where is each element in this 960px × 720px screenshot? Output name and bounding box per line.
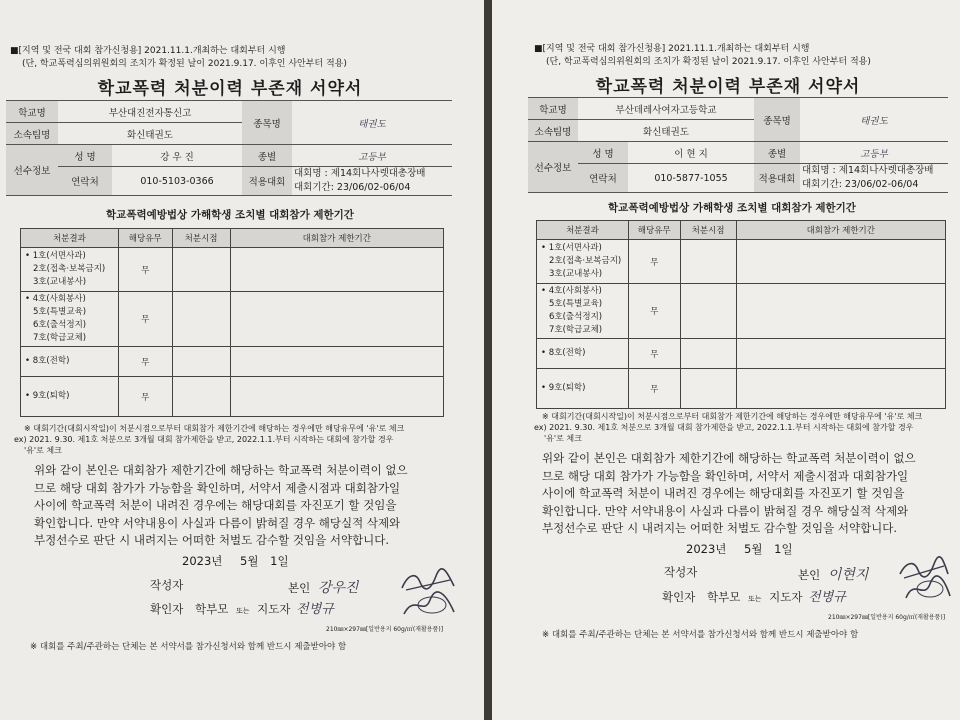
- pledge-form-right: [492, 0, 960, 720]
- contact-label: 연락처: [58, 167, 112, 196]
- disposition-item: • 9호(퇴학): [25, 391, 70, 401]
- writer-label: 작성자: [150, 578, 184, 592]
- competition-value: [292, 167, 452, 196]
- team-value: 화신태권도: [578, 120, 754, 142]
- date-year: 2023년: [182, 554, 223, 568]
- category-label: 종별: [242, 145, 292, 167]
- applicable-value: 무: [118, 347, 172, 377]
- event-label: 종목명: [754, 98, 800, 142]
- restriction-period-cell: [230, 292, 443, 347]
- restriction-period-cell: [230, 248, 443, 292]
- pledge-line: 위와 같이 본인은 대회참가 제한기간에 해당하는 학교폭력 처분이력이 없으: [34, 463, 408, 477]
- or-label: 또는: [235, 607, 250, 615]
- pledge-line: 사이에 학교폭력 처분이 내려진 경우에는 해당대회를 자진포기 할 것임을: [34, 498, 397, 512]
- team-label: 소속팀명: [528, 120, 578, 142]
- pledge-line: 부정선수로 판단 시 내려지는 어떠한 처벌도 감수할 것임을 서약합니다.: [542, 521, 898, 535]
- self-signature: 강우진: [317, 580, 359, 596]
- coach-label: 지도자: [769, 590, 803, 604]
- col-applicable: 해당유무: [628, 221, 680, 240]
- pledge-line: 위와 같이 본인은 대회참가 제한기간에 해당하는 학교폭력 처분이력이 없으: [542, 451, 916, 465]
- applicable-value: 무: [118, 248, 172, 292]
- athlete-label: 선수정보: [528, 142, 578, 193]
- footnote-example: ex) 2021. 9.30. 제1호 처분으로 3개월 대회 참가제한을 받고, 2022.1.1.부터 시작하는 대회에 참가할 경우: [14, 435, 394, 444]
- category-label: 종별: [754, 142, 800, 164]
- parent-label: 학부모: [706, 590, 741, 604]
- disposition-item: 6호(출석정지): [549, 312, 603, 322]
- applicable-value: 무: [628, 339, 680, 369]
- competition-name: 대회명 : 제14회나사렛대총장배: [802, 165, 934, 176]
- name-value: 강 우 진: [112, 145, 242, 167]
- disposition-date-cell: [172, 377, 230, 417]
- disposition-group-4: [21, 377, 119, 417]
- team-value: 화신태권도: [58, 123, 242, 145]
- disposition-item: • 4호(사회봉사): [541, 286, 602, 296]
- restriction-period-cell: [230, 377, 443, 417]
- pledge-line: 확인합니다. 만약 서약내용이 사실과 다름이 밝혀질 경우 해당실적 삭제와: [34, 515, 401, 530]
- coach-label: 지도자: [257, 602, 291, 616]
- pledge-line: 확인합니다. 만약 서약내용이 사실과 다름이 밝혀질 경우 해당실적 삭제와: [542, 503, 909, 518]
- competition-period: 대회기간: 23/06/02-06/04: [802, 179, 919, 190]
- restriction-period-cell: [736, 284, 945, 339]
- disposition-group-2: [537, 284, 629, 339]
- restriction-period-cell: [736, 339, 945, 369]
- school-label: 학교명: [6, 101, 58, 123]
- pledge-line: 부정선수로 판단 시 내려지는 어떠한 처벌도 감수할 것임을 서약합니다.: [34, 533, 390, 547]
- school-value: 부산대진전자통신고: [58, 101, 242, 123]
- form-note-scope: (단, 학교폭력심의위원회의 조치가 확정된 날이 2021.9.17. 이후인 사안부터 적용): [546, 57, 871, 67]
- disposition-group-1: [21, 248, 119, 292]
- col-restriction-period: 대회참가 제한기간: [736, 221, 945, 240]
- competition-name: 대회명 : 제14회나사렛대총장배: [294, 168, 426, 179]
- form-title: 학교폭력 처분이력 부존재 서약서: [595, 77, 861, 97]
- footnote-rule: ※ 대회기간(대회시작일)이 처분시점으로부터 대회참가 제한기간에 해당하는 경우에만 해당유무에 '유'로 체크: [542, 412, 923, 421]
- disposition-item: 3호(교내봉사): [33, 277, 87, 287]
- footnote-rule: ※ 대회기간(대회시작일)이 처분시점으로부터 대회참가 제한기간에 해당하는 경우에만 해당유무에 '유'로 체크: [24, 424, 405, 433]
- footer-note: ※ 대회를 주최/주관하는 단체는 본 서약서를 참가신청서와 함께 반드시 제출받아야 함: [542, 630, 859, 640]
- disposition-date-cell: [680, 339, 736, 369]
- competition-period: 대회기간: 23/06/02-06/04: [294, 182, 411, 193]
- disposition-table: [20, 228, 444, 417]
- self-label: 본인: [798, 568, 821, 582]
- disposition-item: 6호(출석정지): [33, 320, 87, 330]
- coach-seal-signature: [902, 574, 954, 604]
- disposition-date-cell: [172, 292, 230, 347]
- athlete-label: 선수정보: [6, 145, 58, 196]
- applicable-value: 무: [628, 284, 680, 339]
- paper-spec: 210㎜×297㎜[일반용지 60g/㎡(재활용품)]: [326, 626, 444, 633]
- disposition-date-cell: [680, 284, 736, 339]
- disposition-table: [536, 220, 946, 409]
- applicant-info-table: [528, 97, 948, 193]
- coach-signature: 전병규: [296, 602, 334, 617]
- disposition-item: 5호(특별교육): [549, 299, 603, 309]
- coach-signature: 전병규: [808, 590, 846, 605]
- form-title: 학교폭력 처분이력 부존재 서약서: [97, 79, 363, 99]
- disposition-item: • 8호(전학): [541, 348, 586, 358]
- competition-label: 적용대회: [242, 167, 292, 196]
- name-label: 성 명: [578, 142, 628, 164]
- footnote-example-cont: '유'로 체크: [544, 434, 582, 443]
- paper-spec: 210㎜×297㎜[일반용지 60g/㎡(재활용품)]: [828, 614, 946, 621]
- disposition-item: • 1호(서면사과): [25, 251, 86, 261]
- coach-seal-signature: [400, 590, 460, 620]
- pledge-line: 사이에 학교폭력 처분이 내려진 경우에는 해당대회를 자진포기 할 것임을: [542, 486, 905, 500]
- competition-label: 적용대회: [754, 164, 800, 193]
- competition-value: [800, 164, 948, 193]
- event-label: 종목명: [242, 101, 292, 145]
- disposition-group-2: [21, 292, 119, 347]
- disposition-item: 5호(특별교육): [33, 307, 87, 317]
- form-note-effective: ■[지역 및 전국 대회 참가신청용] 2021.11.1.개최하는 대회부터 시행: [534, 44, 810, 54]
- category-value: 고등부: [800, 142, 948, 164]
- applicable-value: 무: [628, 240, 680, 284]
- pledge-date: [182, 553, 289, 569]
- applicable-value: 무: [118, 292, 172, 347]
- disposition-date-cell: [172, 347, 230, 377]
- confirmer-row: [662, 586, 846, 605]
- disposition-date-cell: [680, 369, 736, 409]
- date-month: 5월: [240, 554, 259, 568]
- event-value: 태권도: [292, 101, 452, 145]
- writer-row: [150, 577, 183, 593]
- parent-label: 학부모: [194, 602, 229, 616]
- writer-label: 작성자: [664, 565, 698, 579]
- date-year: 2023년: [686, 542, 727, 556]
- restriction-title: 학교폭력예방법상 가해학생 조치별 대회참가 제한기간: [106, 209, 354, 221]
- disposition-group-4: [537, 369, 629, 409]
- confirmer-label: 확인자: [150, 602, 184, 616]
- confirmer-label: 확인자: [662, 590, 696, 604]
- disposition-date-cell: [680, 240, 736, 284]
- disposition-item: 7호(학급교체): [549, 325, 603, 335]
- col-disposition: 처분결과: [21, 229, 119, 248]
- self-signature-row: [798, 564, 868, 584]
- disposition-item: • 8호(전학): [25, 356, 70, 366]
- name-value: 이 현 지: [628, 142, 754, 164]
- restriction-period-cell: [736, 240, 945, 284]
- col-restriction-period: 대회참가 제한기간: [230, 229, 443, 248]
- confirmer-row: [150, 598, 334, 617]
- school-label: 학교명: [528, 98, 578, 120]
- pledge-text: [34, 462, 408, 550]
- pledge-date: [686, 541, 793, 557]
- self-label: 본인: [288, 581, 311, 595]
- date-day: 1일: [270, 554, 289, 568]
- disposition-item: 2호(접촉·보복금지): [549, 256, 622, 266]
- pledge-text: [542, 450, 916, 538]
- disposition-item: • 1호(서면사과): [541, 243, 602, 253]
- school-value: 부산데레사여자고등학교: [578, 98, 754, 120]
- event-value: 태권도: [800, 98, 948, 142]
- self-signature: 이현지: [827, 567, 869, 583]
- writer-row: [664, 564, 697, 580]
- disposition-group-3: [537, 339, 629, 369]
- form-note-scope: (단, 학교폭력심의위원회의 조치가 확정된 날이 2021.9.17. 이후인 사안부터 적용): [22, 59, 347, 69]
- restriction-period-cell: [230, 347, 443, 377]
- restriction-period-cell: [736, 369, 945, 409]
- category-value: 고등부: [292, 145, 452, 167]
- disposition-item: • 4호(사회봉사): [25, 294, 86, 304]
- date-month: 5월: [744, 542, 763, 556]
- applicable-value: 무: [118, 377, 172, 417]
- disposition-date-cell: [172, 248, 230, 292]
- contact-value: 010-5877-1055: [628, 164, 754, 193]
- footnote-example: ex) 2021. 9.30. 제1호 처분으로 3개월 대회 참가제한을 받고, 2022.1.1.부터 시작하는 대회에 참가할 경우: [534, 423, 914, 432]
- form-note-effective: ■[지역 및 전국 대회 참가신청용] 2021.11.1.개최하는 대회부터 시행: [10, 46, 286, 56]
- col-applicable: 해당유무: [118, 229, 172, 248]
- contact-value: 010-5103-0366: [112, 167, 242, 196]
- date-day: 1일: [774, 542, 793, 556]
- pledge-line: 므로 해당 대회 참가가 가능함을 확인하며, 서약서 제출시점과 대회참가일: [542, 468, 909, 483]
- pledge-line: 므로 해당 대회 참가가 가능함을 확인하며, 서약서 제출시점과 대회참가일: [34, 480, 401, 495]
- applicant-info-table: [6, 100, 452, 196]
- disposition-group-1: [537, 240, 629, 284]
- restriction-title: 학교폭력예방법상 가해학생 조치별 대회참가 제한기간: [608, 202, 856, 214]
- team-label: 소속팀명: [6, 123, 58, 145]
- applicable-value: 무: [628, 369, 680, 409]
- disposition-group-3: [21, 347, 119, 377]
- disposition-item: 2호(접촉·보복금지): [33, 264, 106, 274]
- col-disposition: 처분결과: [537, 221, 629, 240]
- col-disposition-date: 처분시점: [680, 221, 736, 240]
- disposition-item: • 9호(퇴학): [541, 383, 586, 393]
- contact-label: 연락처: [578, 164, 628, 193]
- footnote-example-cont: '유'로 체크: [24, 446, 62, 455]
- name-label: 성 명: [58, 145, 112, 167]
- or-label: 또는: [747, 595, 762, 603]
- disposition-item: 3호(교내봉사): [549, 269, 603, 279]
- col-disposition-date: 처분시점: [172, 229, 230, 248]
- footer-note: ※ 대회를 주최/주관하는 단체는 본 서약서를 참가신청서와 함께 반드시 제출받아야 함: [30, 642, 347, 652]
- disposition-item: 7호(학급교체): [33, 333, 87, 343]
- self-signature-row: [288, 577, 358, 597]
